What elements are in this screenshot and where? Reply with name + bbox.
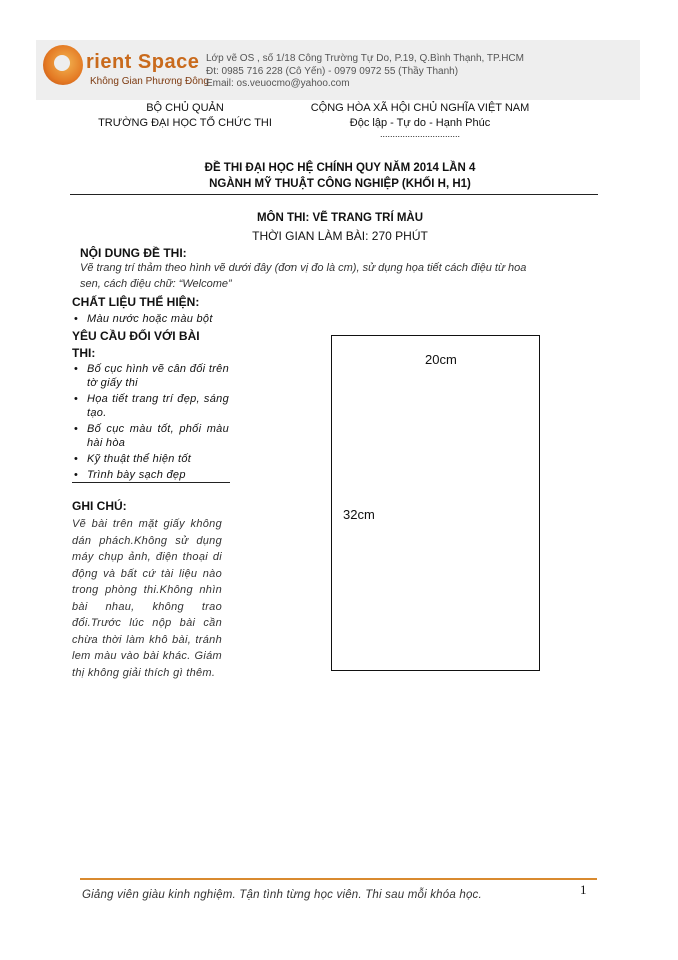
- materials-item: • Màu nước hoặc màu bột: [74, 312, 234, 326]
- content-text-line1: Vẽ trang trí thảm theo hình vẽ dưới đây (đơn vị đo là cm), sử dụng họa tiết cách điệu từ hoa: [80, 262, 527, 274]
- requirement-item: • Bố cục màu tốt, phối màu hài hòa: [74, 422, 229, 450]
- logo-subtitle: Không Gian Phương Đông: [90, 76, 209, 87]
- materials-list: [74, 312, 234, 328]
- height-label: 32cm: [343, 507, 375, 522]
- dotted-line: ................................: [379, 129, 460, 139]
- republic-label: CỘNG HÒA XÃ HỘI CHỦ NGHĨA VIỆT NAM: [310, 102, 530, 114]
- notes-heading: GHI CHÚ:: [72, 499, 127, 513]
- content-text-line2: sen, cách điệu chữ: “Welcome”: [80, 278, 232, 290]
- contact-address: Lớp vẽ OS , số 1/18 Công Trường Tự Do, P.19, Q.Bình Thạnh, TP.HCM: [206, 53, 524, 64]
- ministry-label: BỘ CHỦ QUẢN: [146, 102, 224, 114]
- motto-label: Độc lập - Tự do - Hạnh Phúc: [349, 117, 491, 129]
- requirement-item: • Kỹ thuật thể hiện tốt: [74, 452, 229, 466]
- logo-circle-center: [54, 55, 70, 71]
- requirements-heading-line2: THI:: [72, 346, 96, 360]
- exam-subject: MÔN THI: VẼ TRANG TRÍ MÀU: [256, 212, 424, 224]
- contact-phone: Đt: 0985 716 228 (Cô Yến) - 0979 0972 55 (Thầy Thanh): [206, 65, 459, 77]
- exam-duration: THỜI GIAN LÀM BÀI: 270 PHÚT: [252, 229, 428, 243]
- logo-text: rient Space: [86, 51, 200, 73]
- page-number: 1: [580, 882, 587, 897]
- requirements-heading-line1: YÊU CẦU ĐỐI VỚI BÀI: [72, 329, 200, 343]
- footer-tagline: Giảng viên giàu kinh nghiệm. Tận tình từng học viên. Thi sau mỗi khóa học.: [82, 889, 482, 901]
- requirement-item: • Trình bày sạch đẹp: [74, 468, 229, 482]
- requirements-divider: [72, 482, 230, 483]
- orient-space-logo: [40, 42, 209, 98]
- letterhead-right: [290, 102, 550, 139]
- requirement-item: • Họa tiết trang trí đẹp, sáng tạo.: [74, 392, 229, 420]
- content-heading: NỘI DUNG ĐỀ THI:: [80, 246, 187, 260]
- requirements-heading: [72, 328, 200, 362]
- exam-title-1: ĐỀ THI ĐẠI HỌC HỆ CHÍNH QUY NĂM 2014 LẦN 4: [204, 162, 476, 174]
- footer-divider: [80, 878, 597, 880]
- width-label: 20cm: [425, 352, 457, 367]
- requirements-list: [74, 362, 229, 484]
- contact-info: [206, 53, 524, 91]
- exam-title-2: NGÀNH MỸ THUẬT CÔNG NGHIỆP (KHỐI H, H1): [209, 178, 471, 190]
- requirement-item: • Bố cục hình vẽ cân đối trên tờ giấy thi: [74, 362, 229, 390]
- university-label: TRƯỜNG ĐẠI HỌC TỔ CHỨC THI: [98, 117, 272, 129]
- title-divider: [70, 194, 598, 195]
- carpet-diagram: [331, 335, 540, 671]
- contact-email: Email: os.veuocmo@yahoo.com: [206, 78, 350, 89]
- notes-text: Vẽ bài trên mặt giấy không dán phách.Không sử dụng máy chụp ảnh, điện thoại di động và bất cứ tài liệu nào trong phòng thi.Không nhìn bài nhau, không trao đổi.Trước lúc nộp bài cần chừa thời làm khô bài, tránh lem màu vào bài khác. Giám thị không giải thích gì thêm.: [72, 518, 222, 679]
- materials-heading: CHẤT LIỆU THỂ HIỆN:: [72, 295, 200, 309]
- letterhead-left: [60, 102, 310, 129]
